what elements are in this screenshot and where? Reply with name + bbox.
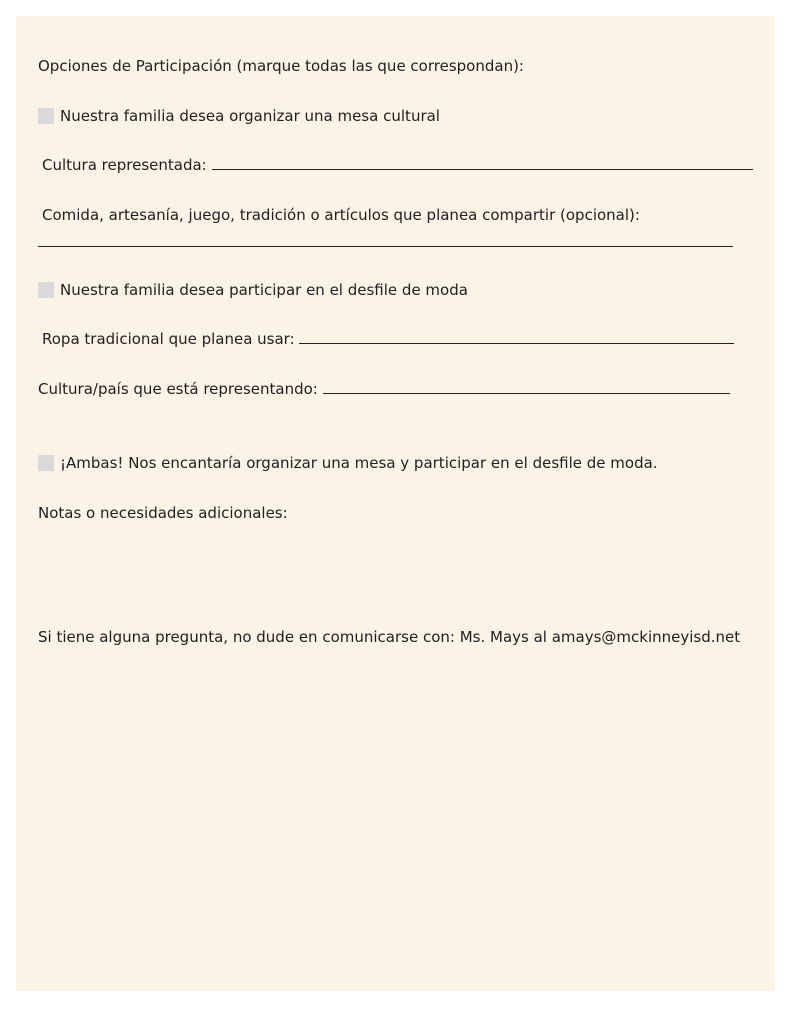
options-heading: Opciones de Participación (marque todas las que correspondan): xyxy=(38,57,524,75)
contact-text: Si tiene alguna pregunta, no dude en comunicarse con: Ms. Mays al amays@mckinneyisd.net xyxy=(38,628,741,646)
option-cultural-table[interactable] xyxy=(38,106,440,126)
option-both[interactable] xyxy=(38,453,658,473)
notes-label: Notas o necesidades adicionales: xyxy=(38,504,288,522)
option-both-label: ¡Ambas! Nos encantaría organizar una mesa y participar en el desfile de moda. xyxy=(60,454,658,472)
country-blank[interactable] xyxy=(323,379,730,394)
culture-label: Cultura representada: xyxy=(42,156,207,174)
clothing-field xyxy=(42,329,734,349)
items-blank[interactable] xyxy=(38,246,733,247)
country-field xyxy=(38,379,730,399)
culture-field xyxy=(42,155,753,175)
form-page xyxy=(16,16,775,991)
option-table-label: Nuestra familia desea organizar una mesa cultural xyxy=(60,107,440,125)
option-parade-label: Nuestra familia desea participar en el desfile de moda xyxy=(60,281,468,299)
country-label: Cultura/país que está representando: xyxy=(38,380,318,398)
parade-checkbox[interactable] xyxy=(38,282,54,298)
table-checkbox[interactable] xyxy=(38,108,54,124)
items-label: Comida, artesanía, juego, tradición o artículos que planea compartir (opcional): xyxy=(42,206,640,224)
option-fashion-parade[interactable] xyxy=(38,280,468,300)
clothing-label: Ropa tradicional que planea usar: xyxy=(42,330,295,348)
both-checkbox[interactable] xyxy=(38,455,54,471)
culture-blank[interactable] xyxy=(212,155,753,170)
clothing-blank[interactable] xyxy=(299,329,734,344)
